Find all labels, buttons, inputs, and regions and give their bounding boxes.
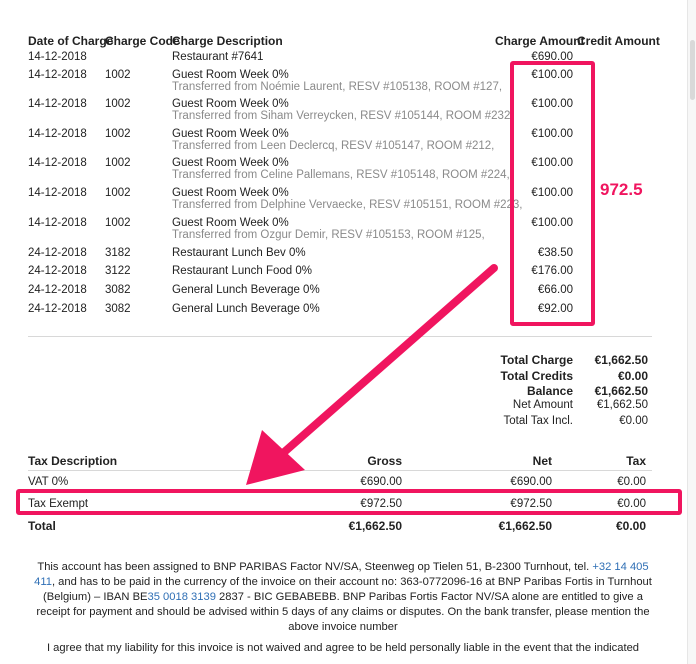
- charge-code: 1002: [105, 128, 131, 140]
- tax-row-desc: VAT 0%: [28, 476, 69, 488]
- charge-date: 24-12-2018: [28, 265, 87, 277]
- charge-desc: Restaurant Lunch Bev 0%: [172, 247, 306, 259]
- charge-desc: Guest Room Week 0%: [172, 98, 289, 110]
- charge-date: 24-12-2018: [28, 284, 87, 296]
- charge-date: 14-12-2018: [28, 69, 87, 81]
- charge-code: 3122: [105, 265, 131, 277]
- charge-desc: General Lunch Beverage 0%: [172, 284, 320, 296]
- charge-amount: €100.00: [531, 98, 573, 110]
- charge-date: 24-12-2018: [28, 303, 87, 315]
- col-header-desc: Charge Description: [172, 34, 283, 48]
- charge-date: 14-12-2018: [28, 187, 87, 199]
- charge-code: 1002: [105, 69, 131, 81]
- charge-amount: €100.00: [531, 157, 573, 169]
- charge-transfer-note: Transferred from Leen Declercq, RESV #105147, ROOM #212,: [172, 140, 495, 152]
- total-value: €1,662.50: [594, 353, 648, 367]
- charge-code: 1002: [105, 217, 131, 229]
- liability-notice: I agree that my liability for this invoice is not waived and agree to be held personally liable in the event that the indicated: [46, 642, 640, 654]
- total-label: Total Credits: [500, 369, 573, 383]
- total-value: €1,662.50: [594, 384, 648, 398]
- scrollbar-thumb[interactable]: [690, 40, 695, 100]
- charge-code: 1002: [105, 187, 131, 199]
- tax-header-net: Net: [532, 454, 552, 468]
- charge-amount: €176.00: [531, 265, 573, 277]
- tax-header-gross: Gross: [367, 454, 402, 468]
- tax-total-desc: Total: [28, 519, 56, 533]
- tax-row-tax: €0.00: [617, 498, 646, 510]
- charge-amount: €100.00: [531, 69, 573, 81]
- col-header-amount: Charge Amount: [495, 34, 585, 48]
- tax-header-desc: Tax Description: [28, 454, 118, 468]
- charge-amount: €66.00: [537, 284, 573, 296]
- tax-row-tax: €0.00: [617, 476, 646, 488]
- charge-desc: Restaurant #7641: [172, 51, 264, 63]
- charge-date: 14-12-2018: [28, 217, 87, 229]
- charge-desc: Guest Room Week 0%: [172, 217, 289, 229]
- col-header-date: Date of Charge: [28, 34, 114, 48]
- charge-desc: General Lunch Beverage 0%: [172, 303, 320, 315]
- tax-row-net: €690.00: [510, 476, 552, 488]
- col-header-credit: Credit Amount: [577, 34, 660, 48]
- tax-total-net: €1,662.50: [498, 519, 552, 533]
- charge-transfer-note: Transferred from Noémie Laurent, RESV #105138, ROOM #127,: [172, 81, 503, 93]
- total-value: €0.00: [617, 369, 648, 383]
- charge-desc: Guest Room Week 0%: [172, 128, 289, 140]
- charge-desc: Guest Room Week 0%: [172, 69, 289, 81]
- scrollbar[interactable]: [687, 0, 696, 664]
- col-header-code: Charge Code: [105, 34, 180, 48]
- charge-amount: €100.00: [531, 128, 573, 140]
- charge-code: 1002: [105, 98, 131, 110]
- total-value: €1,662.50: [596, 399, 648, 411]
- charge-transfer-note: Transferred from Celine Pallemans, RESV #105148, ROOM #224,: [172, 169, 510, 181]
- charge-desc: Guest Room Week 0%: [172, 187, 289, 199]
- tax-row-net: €972.50: [510, 498, 552, 510]
- iban-link[interactable]: 35 0018 3139: [147, 591, 216, 603]
- total-label: Balance: [526, 384, 573, 398]
- charge-amount: €38.50: [537, 247, 573, 259]
- charge-transfer-note: Transferred from Siham Verreycken, RESV #105144, ROOM #232,: [172, 110, 514, 122]
- charge-date: 14-12-2018: [28, 157, 87, 169]
- charge-code: 3182: [105, 247, 131, 259]
- charge-date: 14-12-2018: [28, 98, 87, 110]
- total-label: Total Tax Incl.: [503, 415, 573, 427]
- phone-link[interactable]: +32 14 405 411: [34, 561, 649, 588]
- charge-date: 24-12-2018: [28, 247, 87, 259]
- charge-amount: €100.00: [531, 187, 573, 199]
- total-label: Net Amount: [512, 399, 573, 411]
- total-label: Total Charge: [500, 353, 573, 367]
- charge-code: 3082: [105, 284, 131, 296]
- tax-row-gross: €972.50: [360, 498, 402, 510]
- tax-total-gross: €1,662.50: [348, 519, 402, 533]
- annotation-sum-label: 972.5: [600, 180, 643, 199]
- charge-transfer-note: Transferred from Delphine Vervaecke, RESV #105151, ROOM #223,: [172, 199, 523, 211]
- charge-desc: Restaurant Lunch Food 0%: [172, 265, 313, 277]
- charge-transfer-note: Transferred from Ozgur Demir, RESV #105153, ROOM #125,: [172, 229, 485, 241]
- charge-code: 3082: [105, 303, 131, 315]
- charge-code: 1002: [105, 157, 131, 169]
- charge-date: 14-12-2018: [28, 128, 87, 140]
- tax-row-desc: Tax Exempt: [28, 498, 89, 510]
- assignment-notice: This account has been assigned to BNP PARIBAS Factor NV/SA, Steenweg op Tielen 51, B-2300 Turnhout, tel. +32 14 405 411, and has to be paid in the currency of the invoice on their account no: 363-0772096-16 at BNP Paribas Fortis in Turnhout (Belgium) – IBAN BE35 0018 3139 2837 - BIC GEBABEBB. BNP Paribas Fortis Factor NV/SA alone are entitled to give a receipt for payment and should be advised within 5 days of any claims or disputes. On the bank transfer, please mention the above invoice number: [34, 561, 652, 633]
- total-value: €0.00: [619, 415, 648, 427]
- tax-header-tax: Tax: [626, 454, 646, 468]
- charge-amount: €690.00: [531, 51, 573, 63]
- charge-date: 14-12-2018: [28, 51, 87, 63]
- tax-total-tax: €0.00: [615, 519, 646, 533]
- tax-row-gross: €690.00: [360, 476, 402, 488]
- charge-amount: €92.00: [537, 303, 573, 315]
- charge-desc: Guest Room Week 0%: [172, 157, 289, 169]
- charge-amount: €100.00: [531, 217, 573, 229]
